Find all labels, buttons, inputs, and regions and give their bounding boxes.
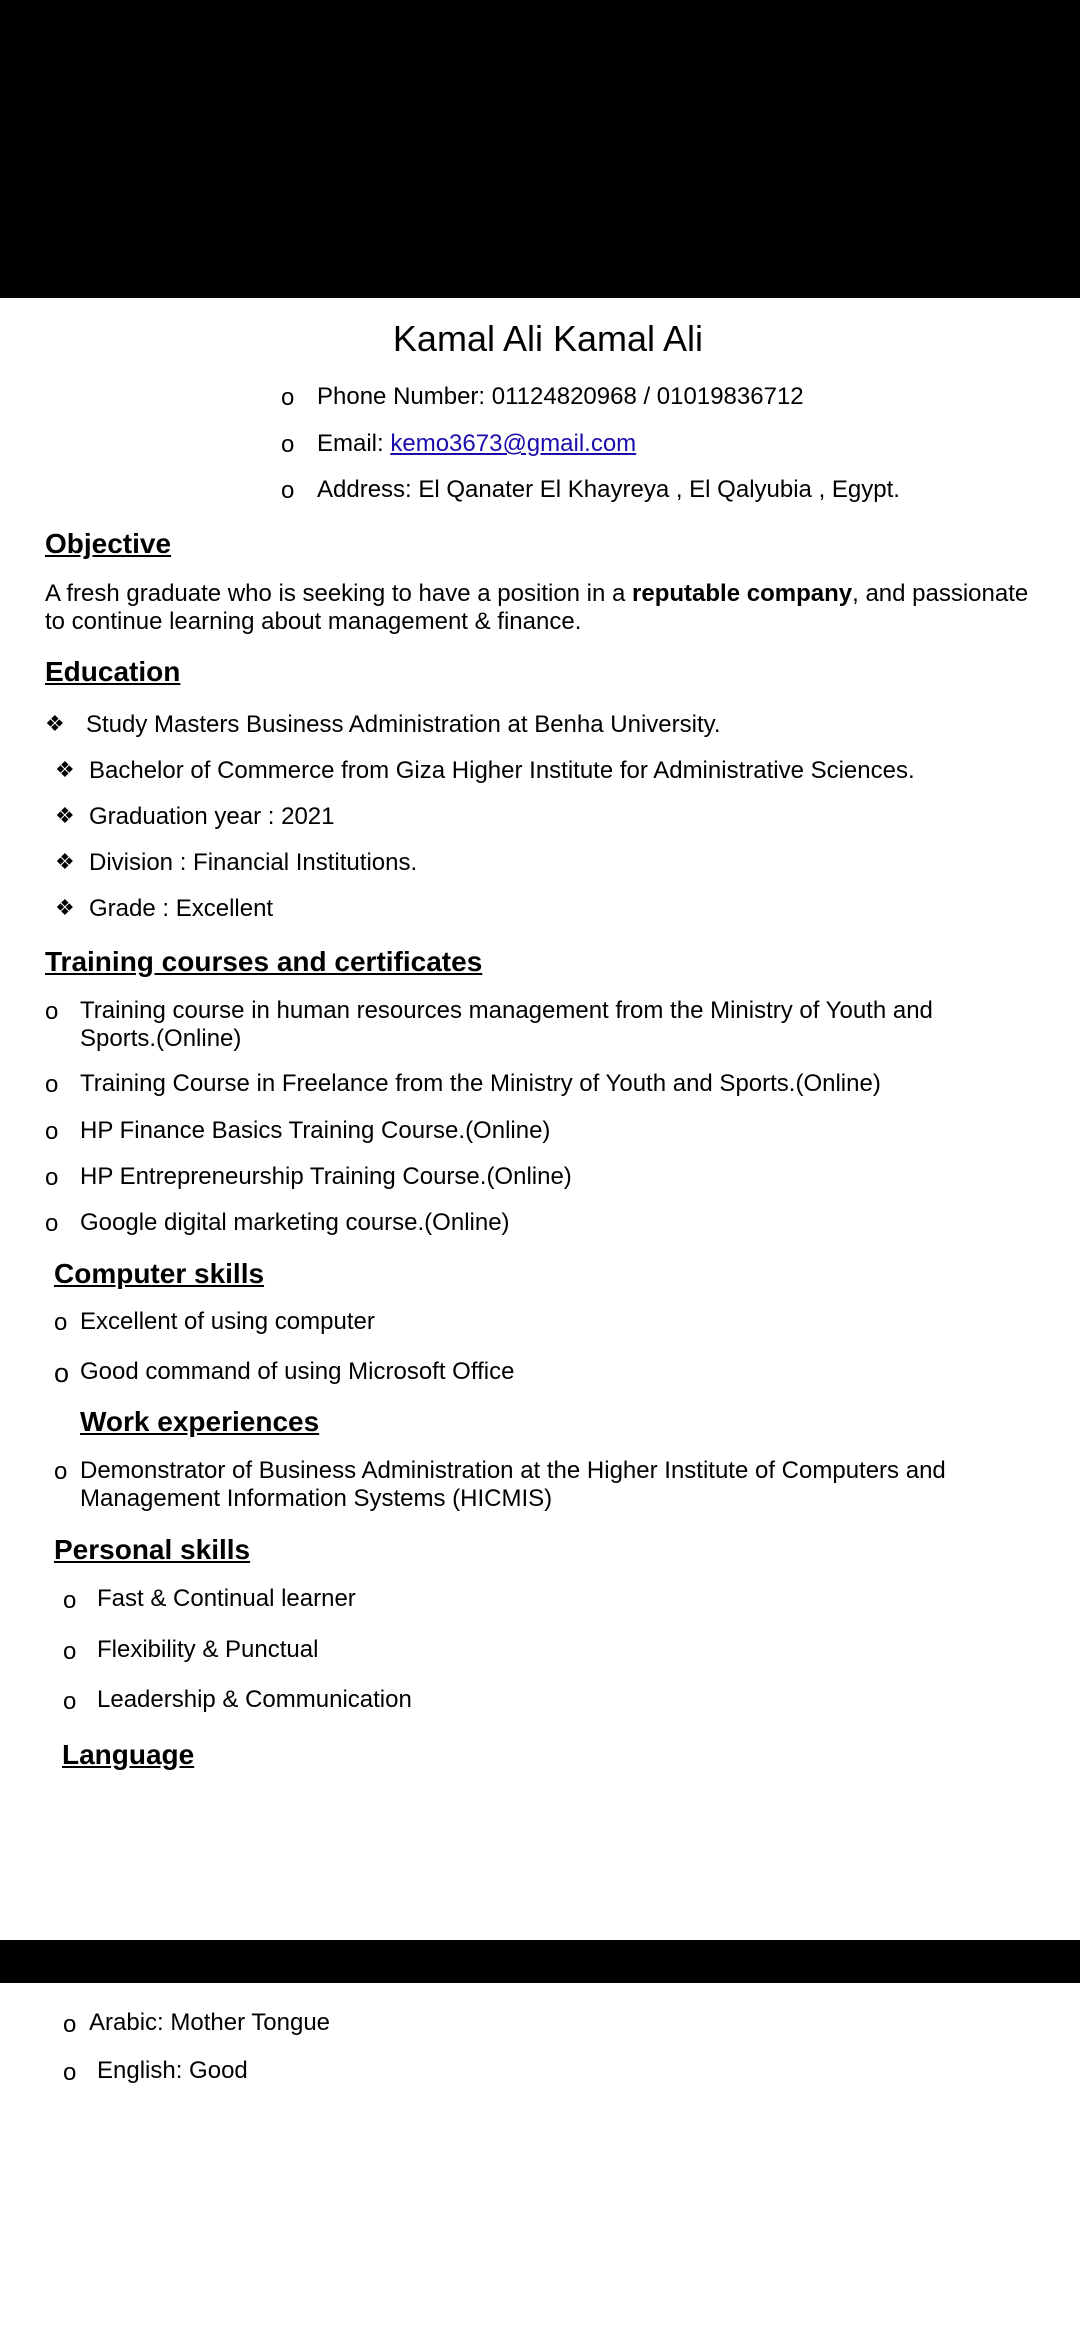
objective-text-part: , and passionate to continue learning about management & finance. — [45, 580, 1029, 635]
objective-bold: reputable company — [632, 580, 853, 607]
bullet-icon: o — [45, 1210, 59, 1237]
bullet-icon: o — [281, 431, 295, 458]
computer-skills-heading: Computer skills — [54, 1258, 265, 1289]
top-black-bar — [0, 0, 1080, 298]
diamond-bullet-icon: ❖ — [45, 711, 65, 736]
bullet-icon: o — [63, 1688, 77, 1715]
education-item: Bachelor of Commerce from Giza Higher Institute for Administrative Sciences. — [89, 757, 915, 784]
objective-text — [45, 580, 1040, 636]
bullet-icon: o — [63, 2059, 77, 2086]
bullet-icon: o — [45, 1071, 59, 1098]
diamond-bullet-icon: ❖ — [55, 803, 75, 828]
training-item: HP Entrepreneurship Training Course.(Online) — [80, 1163, 572, 1190]
language-item: Arabic: Mother Tongue — [89, 2009, 331, 2036]
training-item: Training Course in Freelance from the Ministry of Youth and Sports.(Online) — [80, 1070, 881, 1097]
language-item: English: Good — [97, 2057, 248, 2084]
personal-skill-item: Flexibility & Punctual — [97, 1636, 319, 1663]
email-line — [317, 430, 636, 458]
personal-skill-item: Fast & Continual learner — [97, 1585, 356, 1612]
education-heading: Education — [45, 656, 181, 687]
education-item: Study Masters Business Administration at Benha University. — [86, 711, 721, 738]
diamond-bullet-icon: ❖ — [55, 757, 75, 782]
bullet-icon: o — [54, 1458, 68, 1485]
email-link[interactable]: kemo3673@gmail.com — [390, 430, 637, 457]
bullet-icon: o — [54, 1358, 70, 1388]
bullet-icon: o — [45, 998, 59, 1025]
bullet-icon: o — [281, 477, 295, 504]
bullet-icon: o — [63, 2011, 77, 2038]
bullet-icon: o — [45, 1118, 59, 1145]
training-heading: Training courses and certificates — [45, 946, 483, 977]
training-item: Google digital marketing course.(Online) — [80, 1209, 510, 1236]
education-item: Grade : Excellent — [89, 895, 274, 922]
bullet-icon: o — [63, 1587, 77, 1614]
bullet-icon: o — [54, 1309, 68, 1336]
language-heading: Language — [62, 1739, 195, 1770]
computer-skill-item: Good command of using Microsoft Office — [80, 1358, 515, 1385]
diamond-bullet-icon: ❖ — [55, 895, 75, 920]
bullet-icon: o — [63, 1638, 77, 1665]
email-label: Email: — [317, 430, 391, 457]
training-item: Training course in human resources management from the Ministry of Youth and Sports.(Online) — [80, 997, 933, 1052]
bullet-icon: o — [281, 384, 295, 411]
objective-text-part: A fresh graduate who is seeking to have a position in a — [45, 580, 633, 607]
page-break-bar — [0, 1940, 1080, 1983]
education-item: Division : Financial Institutions. — [89, 849, 418, 876]
address: Address: El Qanater El Khayreya , El Qalyubia , Egypt. — [317, 476, 900, 503]
personal-skills-heading: Personal skills — [54, 1534, 251, 1565]
candidate-name: Kamal Ali Kamal Ali — [392, 318, 704, 359]
work-heading: Work experiences — [80, 1406, 320, 1437]
training-item: HP Finance Basics Training Course.(Online) — [80, 1117, 551, 1144]
work-item: Demonstrator of Business Administration at the Higher Institute of Computers and Management Information Systems (HICMIS) — [80, 1457, 946, 1512]
phone-number: Phone Number: 01124820968 / 01019836712 — [317, 383, 804, 410]
education-item: Graduation year : 2021 — [89, 803, 335, 830]
objective-heading: Objective — [45, 528, 172, 559]
bullet-icon: o — [45, 1164, 59, 1191]
personal-skill-item: Leadership & Communication — [97, 1686, 412, 1713]
computer-skill-item: Excellent of using computer — [80, 1308, 375, 1335]
diamond-bullet-icon: ❖ — [55, 849, 75, 874]
